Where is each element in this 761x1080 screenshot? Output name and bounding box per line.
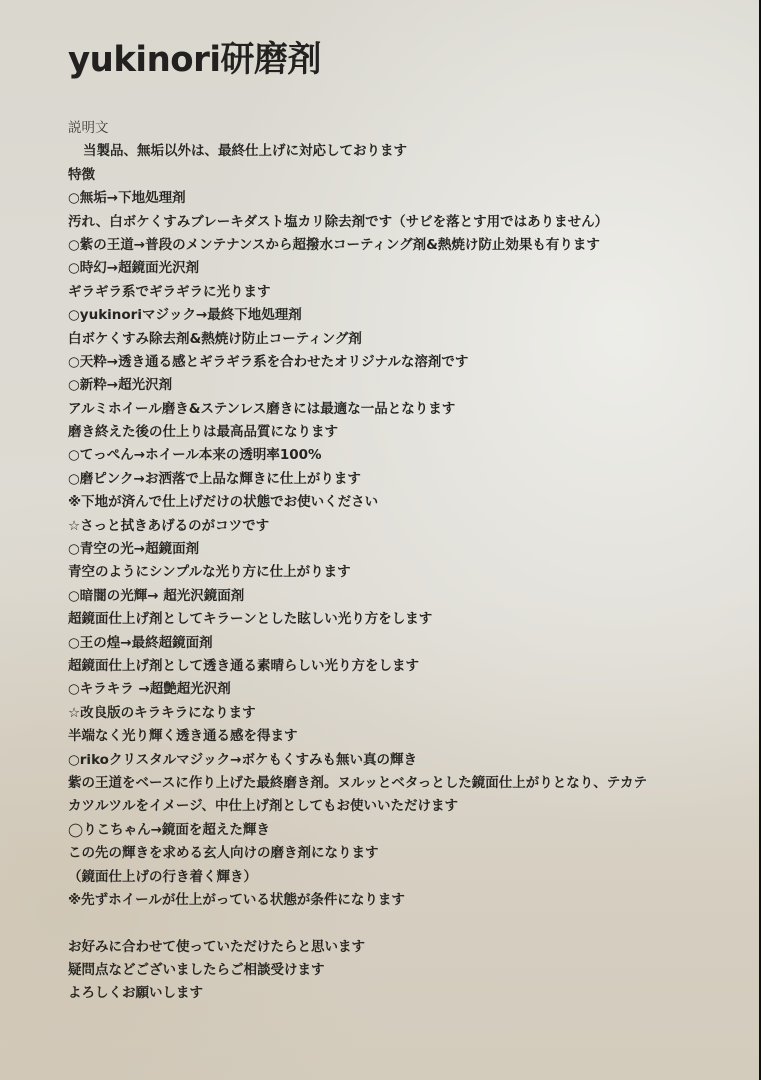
product-description: カツルツルをイメージ、中仕上げ剤としてもお使いいただけます (68, 798, 459, 815)
product-description: アルミホイール磨き&ステンレス磨きには最適な一品となります (68, 400, 456, 417)
product-item-riko-chan: ◯りこちゃん→鏡面を超えた輝き (68, 821, 270, 838)
product-item-murasaki-no-oudou: ○紫の王道→普段のメンテナンスから超撥水コーティング剤&熱焼け防止効果も有ります (68, 236, 600, 253)
product-item-kirakira: ○キラキラ →超艶超光沢剤 (68, 681, 231, 698)
product-description: 白ボケくすみ除去剤&熱焼け防止コーティング剤 (68, 330, 362, 347)
product-item-migaki-pink: ○磨ピンク→お洒落で上品な輝きに仕上がります (68, 470, 361, 487)
product-description: 超鏡面仕上げ剤として透き通る素晴らしい光り方をします (68, 657, 419, 674)
document-content (68, 36, 748, 1006)
product-item-riko-crystal-magic: ○rikoクリスタルマジック→ボケもくすみも無い真の輝き (68, 751, 417, 768)
product-note: ※先ずホイールが仕上がっている状態が条件になります (68, 891, 405, 908)
product-description: （鏡面仕上げの行き着く輝き） (68, 868, 257, 885)
product-item-teppen: ○てっぺん→ホイール本来の透明率100% (68, 447, 322, 464)
product-description: 半端なく光り輝く透き通る感を得ます (68, 728, 298, 745)
section-heading-description: 説明文 (68, 120, 109, 136)
product-description: 汚れ、白ボケくすみブレーキダスト塩カリ除去剤です（サビを落とす用ではありません） (68, 213, 609, 230)
closing-text: よろしくお願いします (68, 985, 203, 1002)
product-item-ou-no-kou: ○王の煌→最終超鏡面剤 (68, 634, 213, 651)
product-description: 紫の王道をベースに作り上げた最終磨き剤。ヌルッとベタっとした鏡面仕上がりとなり、テカテ (68, 774, 648, 791)
closing-text: 疑問点などございましたらご相談受けます (68, 962, 325, 979)
product-description: 青空のようにシンプルな光り方に仕上がります (68, 564, 351, 581)
document-body (68, 117, 748, 1006)
product-item-kurayami-no-kouki: ○暗闇の光輝→ 超光沢鏡面剤 (68, 587, 245, 604)
product-note: ※下地が済んで仕上げだけの状態でお使いください (68, 494, 379, 511)
closing-text: お好みに合わせて使っていただけたらと思います (68, 938, 365, 955)
product-item-aozora-no-hikari: ○青空の光→超鏡面剤 (68, 541, 200, 558)
product-description: この先の輝きを求める玄人向けの磨き剤になります (68, 845, 379, 862)
product-item-muku: ○無垢→下地処理剤 (68, 190, 186, 207)
product-item-shinsui: ○新粋→超光沢剤 (68, 377, 173, 394)
document-title: yukinori研磨剤 (68, 40, 321, 80)
blank-line (68, 912, 748, 935)
product-description: ギラギラ系でギラギラに光ります (68, 283, 271, 300)
product-item-tensui: ○天粋→透き通る感とギラギラ系を合わせたオリジナルな溶剤です (68, 353, 469, 370)
section-heading-features: 特徴 (68, 166, 95, 183)
product-tip: ☆改良版のキラキラになります (68, 704, 256, 721)
product-item-jigen: ○時幻→超鏡面光沢剤 (68, 260, 200, 277)
product-item-yukinori-magic: ○yukinoriマジック→最終下地処理剤 (68, 307, 302, 324)
product-description: 超鏡面仕上げ剤としてキラーンとした眩しい光り方をします (68, 611, 433, 628)
intro-text: 当製品、無垢以外は、最終仕上げに対応しております (83, 143, 407, 160)
product-description: 磨き終えた後の仕上りは最高品質になります (68, 424, 338, 441)
product-tip: ☆さっと拭きあげるのがコツです (68, 517, 270, 534)
